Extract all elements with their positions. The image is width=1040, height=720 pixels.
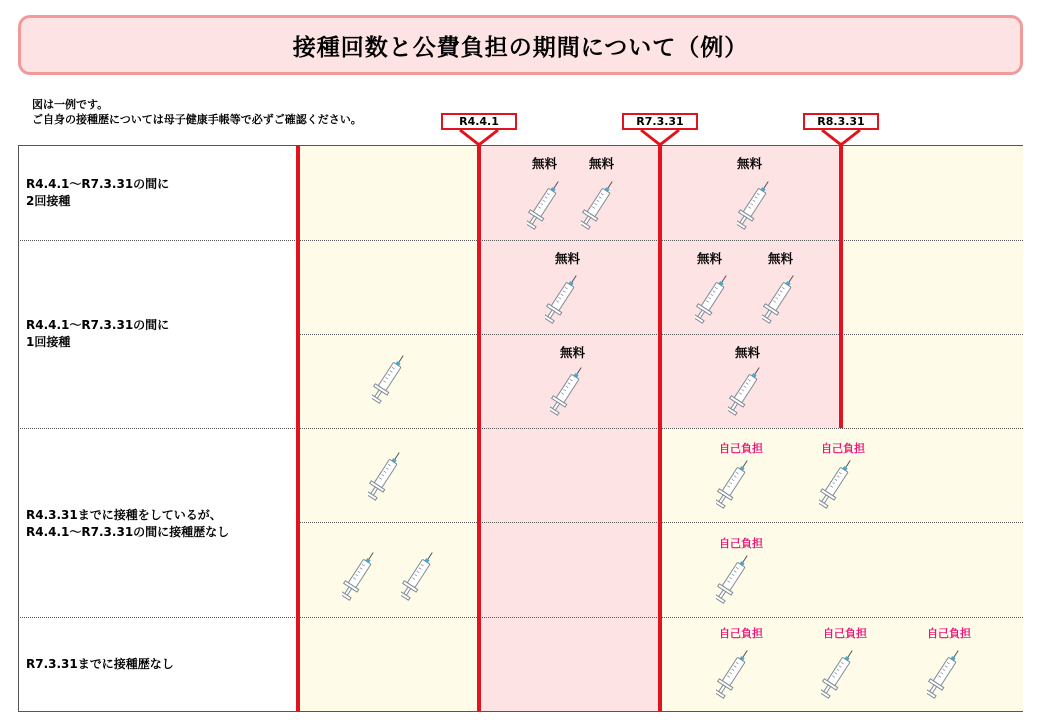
title-banner: [18, 15, 1023, 75]
start-line: [296, 145, 300, 711]
syringe-icon: [728, 362, 760, 420]
syringe-icon: [821, 645, 853, 703]
syringe-icon: [342, 547, 374, 605]
date-label-r8: R8.3.31: [803, 113, 879, 130]
self-pay-tag: 自己負担: [719, 442, 763, 455]
syringe-icon: [368, 447, 400, 505]
r4-line: [477, 142, 481, 711]
syringe-icon: [401, 547, 433, 605]
self-pay-tag: 自己負担: [823, 627, 867, 640]
r7-line: [658, 142, 662, 711]
row-divider: [18, 240, 1023, 241]
syringe-icon: [372, 350, 404, 408]
syringe-icon: [716, 550, 748, 608]
syringe-icon: [550, 362, 582, 420]
syringe-icon: [716, 645, 748, 703]
marker-arrow-icon: [820, 128, 864, 148]
syringe-icon: [927, 645, 959, 703]
syringe-icon: [762, 270, 794, 328]
zone-after-r8: [841, 146, 1023, 428]
syringe-icon: [716, 455, 748, 513]
free-tag: 無料: [532, 156, 558, 171]
self-pay-tag: 自己負担: [719, 627, 763, 640]
date-label-r7: R7.3.31: [622, 113, 698, 130]
free-tag: 無料: [555, 251, 581, 266]
self-pay-tag: 自己負担: [821, 442, 865, 455]
free-tag: 無料: [697, 251, 723, 266]
marker-arrow-icon: [458, 128, 502, 148]
row-divider: [18, 617, 1023, 618]
table-top-border: [18, 145, 1023, 146]
row-label-line: R4.4.1～R7.3.31の間に: [26, 318, 170, 332]
self-pay-tag: 自己負担: [719, 537, 763, 550]
row-label-vaccinated-before-r4: [26, 507, 229, 541]
row-label-two-doses: [26, 176, 169, 210]
syringe-icon: [819, 455, 851, 513]
row-label-line: R4.4.1～R7.3.31の間に: [26, 177, 170, 191]
free-tag: 無料: [768, 251, 794, 266]
marker-arrow-icon: [639, 128, 683, 148]
free-tag: 無料: [560, 345, 586, 360]
date-label-r4: R4.4.1: [441, 113, 517, 130]
row-label-line: R4.3.31までに接種をしているが、: [26, 508, 222, 522]
table-bottom-border: [18, 711, 1023, 712]
row-divider: [18, 428, 1023, 429]
r8-line: [839, 142, 843, 428]
free-tag: 無料: [737, 156, 763, 171]
syringe-icon: [545, 270, 577, 328]
syringe-icon: [737, 176, 769, 234]
row-label-line: 1回接種: [26, 335, 71, 349]
row-label-no-history: [26, 656, 174, 673]
self-pay-tag: 自己負担: [927, 627, 971, 640]
syringe-icon: [581, 176, 613, 234]
row-label-line: R4.4.1～R7.3.31の間に接種歴なし: [26, 525, 230, 539]
row-label-line: R7.3.31までに接種歴なし: [26, 657, 174, 671]
note-line-2: ご自身の接種歴については母子健康手帳等で必ずご確認ください。: [32, 113, 362, 126]
syringe-icon: [527, 176, 559, 234]
page-title: 接種回数と公費負担の期間について（例）: [292, 34, 749, 61]
free-tag: 無料: [589, 156, 615, 171]
free-tag: 無料: [735, 345, 761, 360]
row-label-one-dose: [26, 317, 169, 351]
row-label-line: 2回接種: [26, 194, 71, 208]
note-line-1: 図は一例です。: [32, 98, 109, 111]
syringe-icon: [695, 270, 727, 328]
